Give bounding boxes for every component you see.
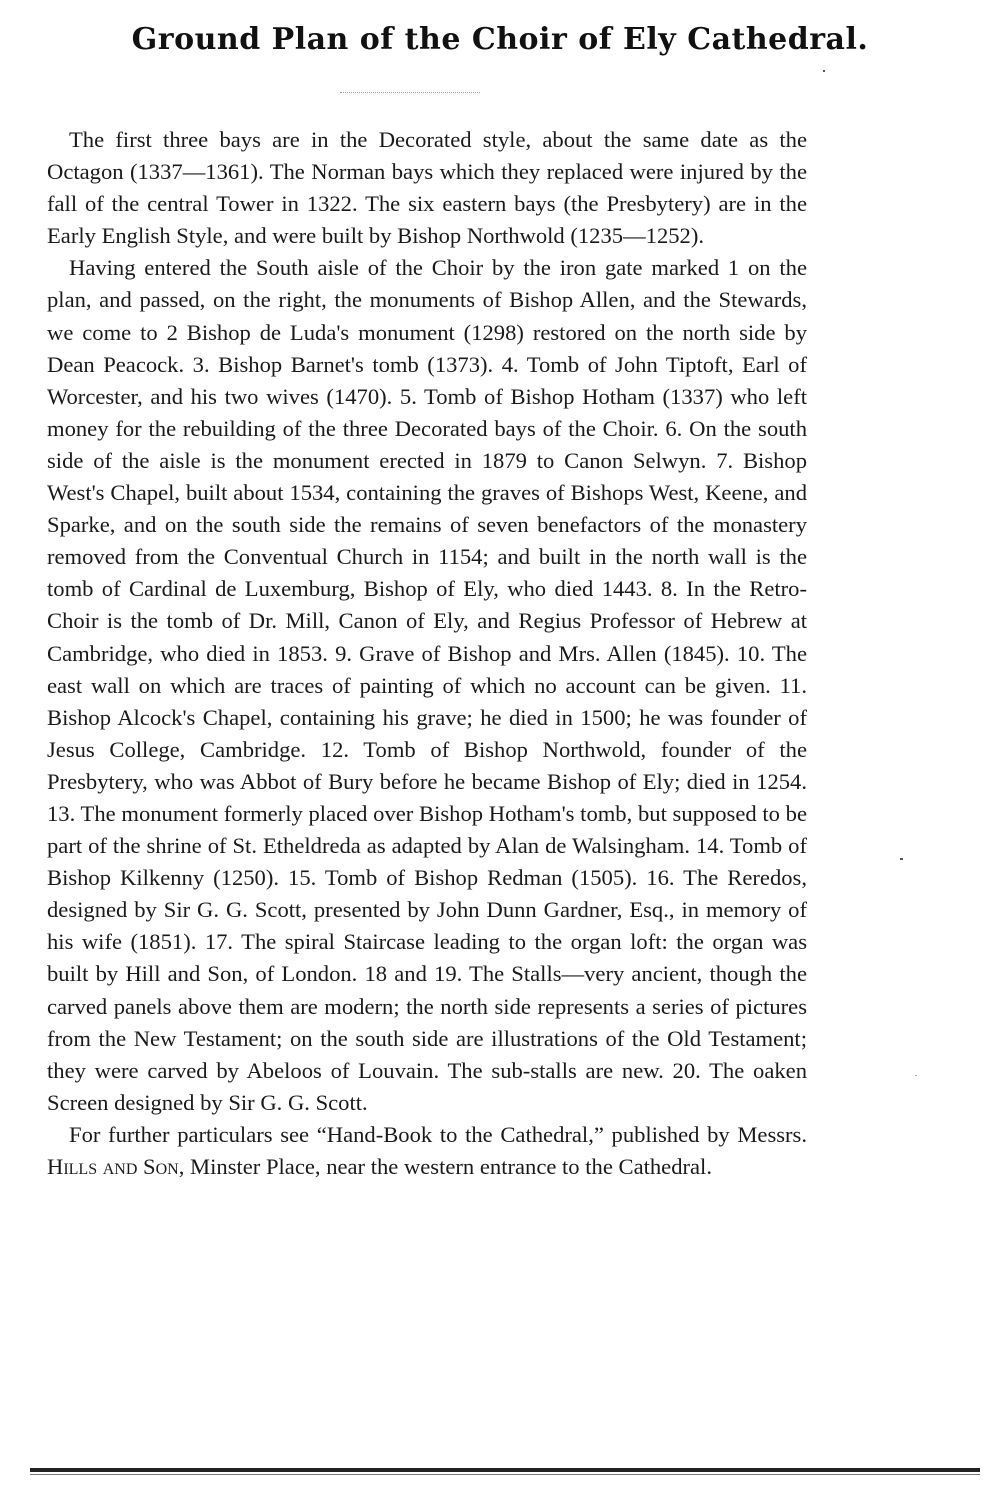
paragraph-monuments: Having entered the South aisle of the Choir by the iron gate marked 1 on the plan, and passed, on the right, the monuments of Bishop Allen, and the Stewards, we come to 2 Bishop de Luda's monument (1298) restored on the north side by Dean Peacock. 3. Bishop Barnet's tomb (1373). 4. Tomb of John Tiptoft, Earl of Worcester, and his two wives (1470). 5. Tomb of Bishop Hotham (1337) who left money for the rebuilding of the three Decorated bays of the Choir. 6. On the south side of the aisle is the monument erected in 1879 to Canon Selwyn. 7. Bishop West's Chapel, built about 1534, containing the graves of Bishops West, Keene, and Sparke, and on the south side the remains of seven benefactors of the monastery removed from the Conventual Church in 1154; and built in the north wall is the tomb of Cardinal de Luxemburg, Bishop of Ely, who died 1443. 8. In the Retro-Choir is the tomb of Dr. Mill, Canon of Ely, and Regius Professor of Hebrew at Cambridge, who died in 1853. 9. Grave of Bishop and Mrs. Allen (1845). 10. The east wall on which are traces of painting of which no account can be given. 11. Bishop Alcock's Chapel, containing his grave; he died in 1500; he was founder of Jesus College, Cambridge. 12. Tomb of Bishop Northwold, founder of the Presbytery, who was Abbot of Bury before he became Bishop of Ely; died in 1254. 13. The monument formerly placed over Bishop Hotham's tomb, but supposed to be part of the shrine of St. Etheldreda as adapted by Alan de Walsingham. 14. Tomb of Bishop Kilkenny (1250). 15. Tomb of Bishop Redman (1505). 16. The Reredos, designed by Sir G. G. Scott, presented by John Dunn Gardner, Esq., in memory of his wife (1851). 17. The spiral Staircase leading to the organ loft: the organ was built by Hill and Son, of London. 18 and 19. The Stalls—very ancient, though the carved panels above them are modern; the north side represents a series of pictures from the New Testament; on the south side are illustrations of the Old Testament; they were carved by Abeloos of Louvain. The sub-stalls are new. 20. The oaken Screen designed by Sir G. G. Scott. (47, 255, 807, 1115)
footer-rule (30, 1468, 980, 1472)
body-text (47, 124, 807, 1183)
footer-rule-thin (30, 1474, 980, 1475)
publisher-name: Hills and Son (47, 1154, 179, 1179)
page-title: Ground Plan of the Choir of Ely Cathedral. (131, 22, 869, 57)
title-divider (340, 92, 480, 93)
paragraph-architecture: The first three bays are in the Decorated style, about the same date as the Octagon (1337—1361). The Norman bays which they replaced were injured by the fall of the central Tower in 1322. The six eastern bays (the Presbytery) are in the Early English Style, and were built by Bishop Northwold (1235—1252). (47, 127, 807, 249)
ink-speck (915, 1075, 917, 1076)
ink-speck (900, 858, 903, 860)
paragraph-further-particulars (47, 1119, 807, 1183)
publisher-address: , Minster Place, near the western entrance to the Cathedral. (178, 1154, 712, 1179)
further-particulars-text: For further particulars see “Hand-Book to the Cathedral,” published by Messrs. (69, 1121, 807, 1147)
ink-speck (823, 70, 825, 72)
